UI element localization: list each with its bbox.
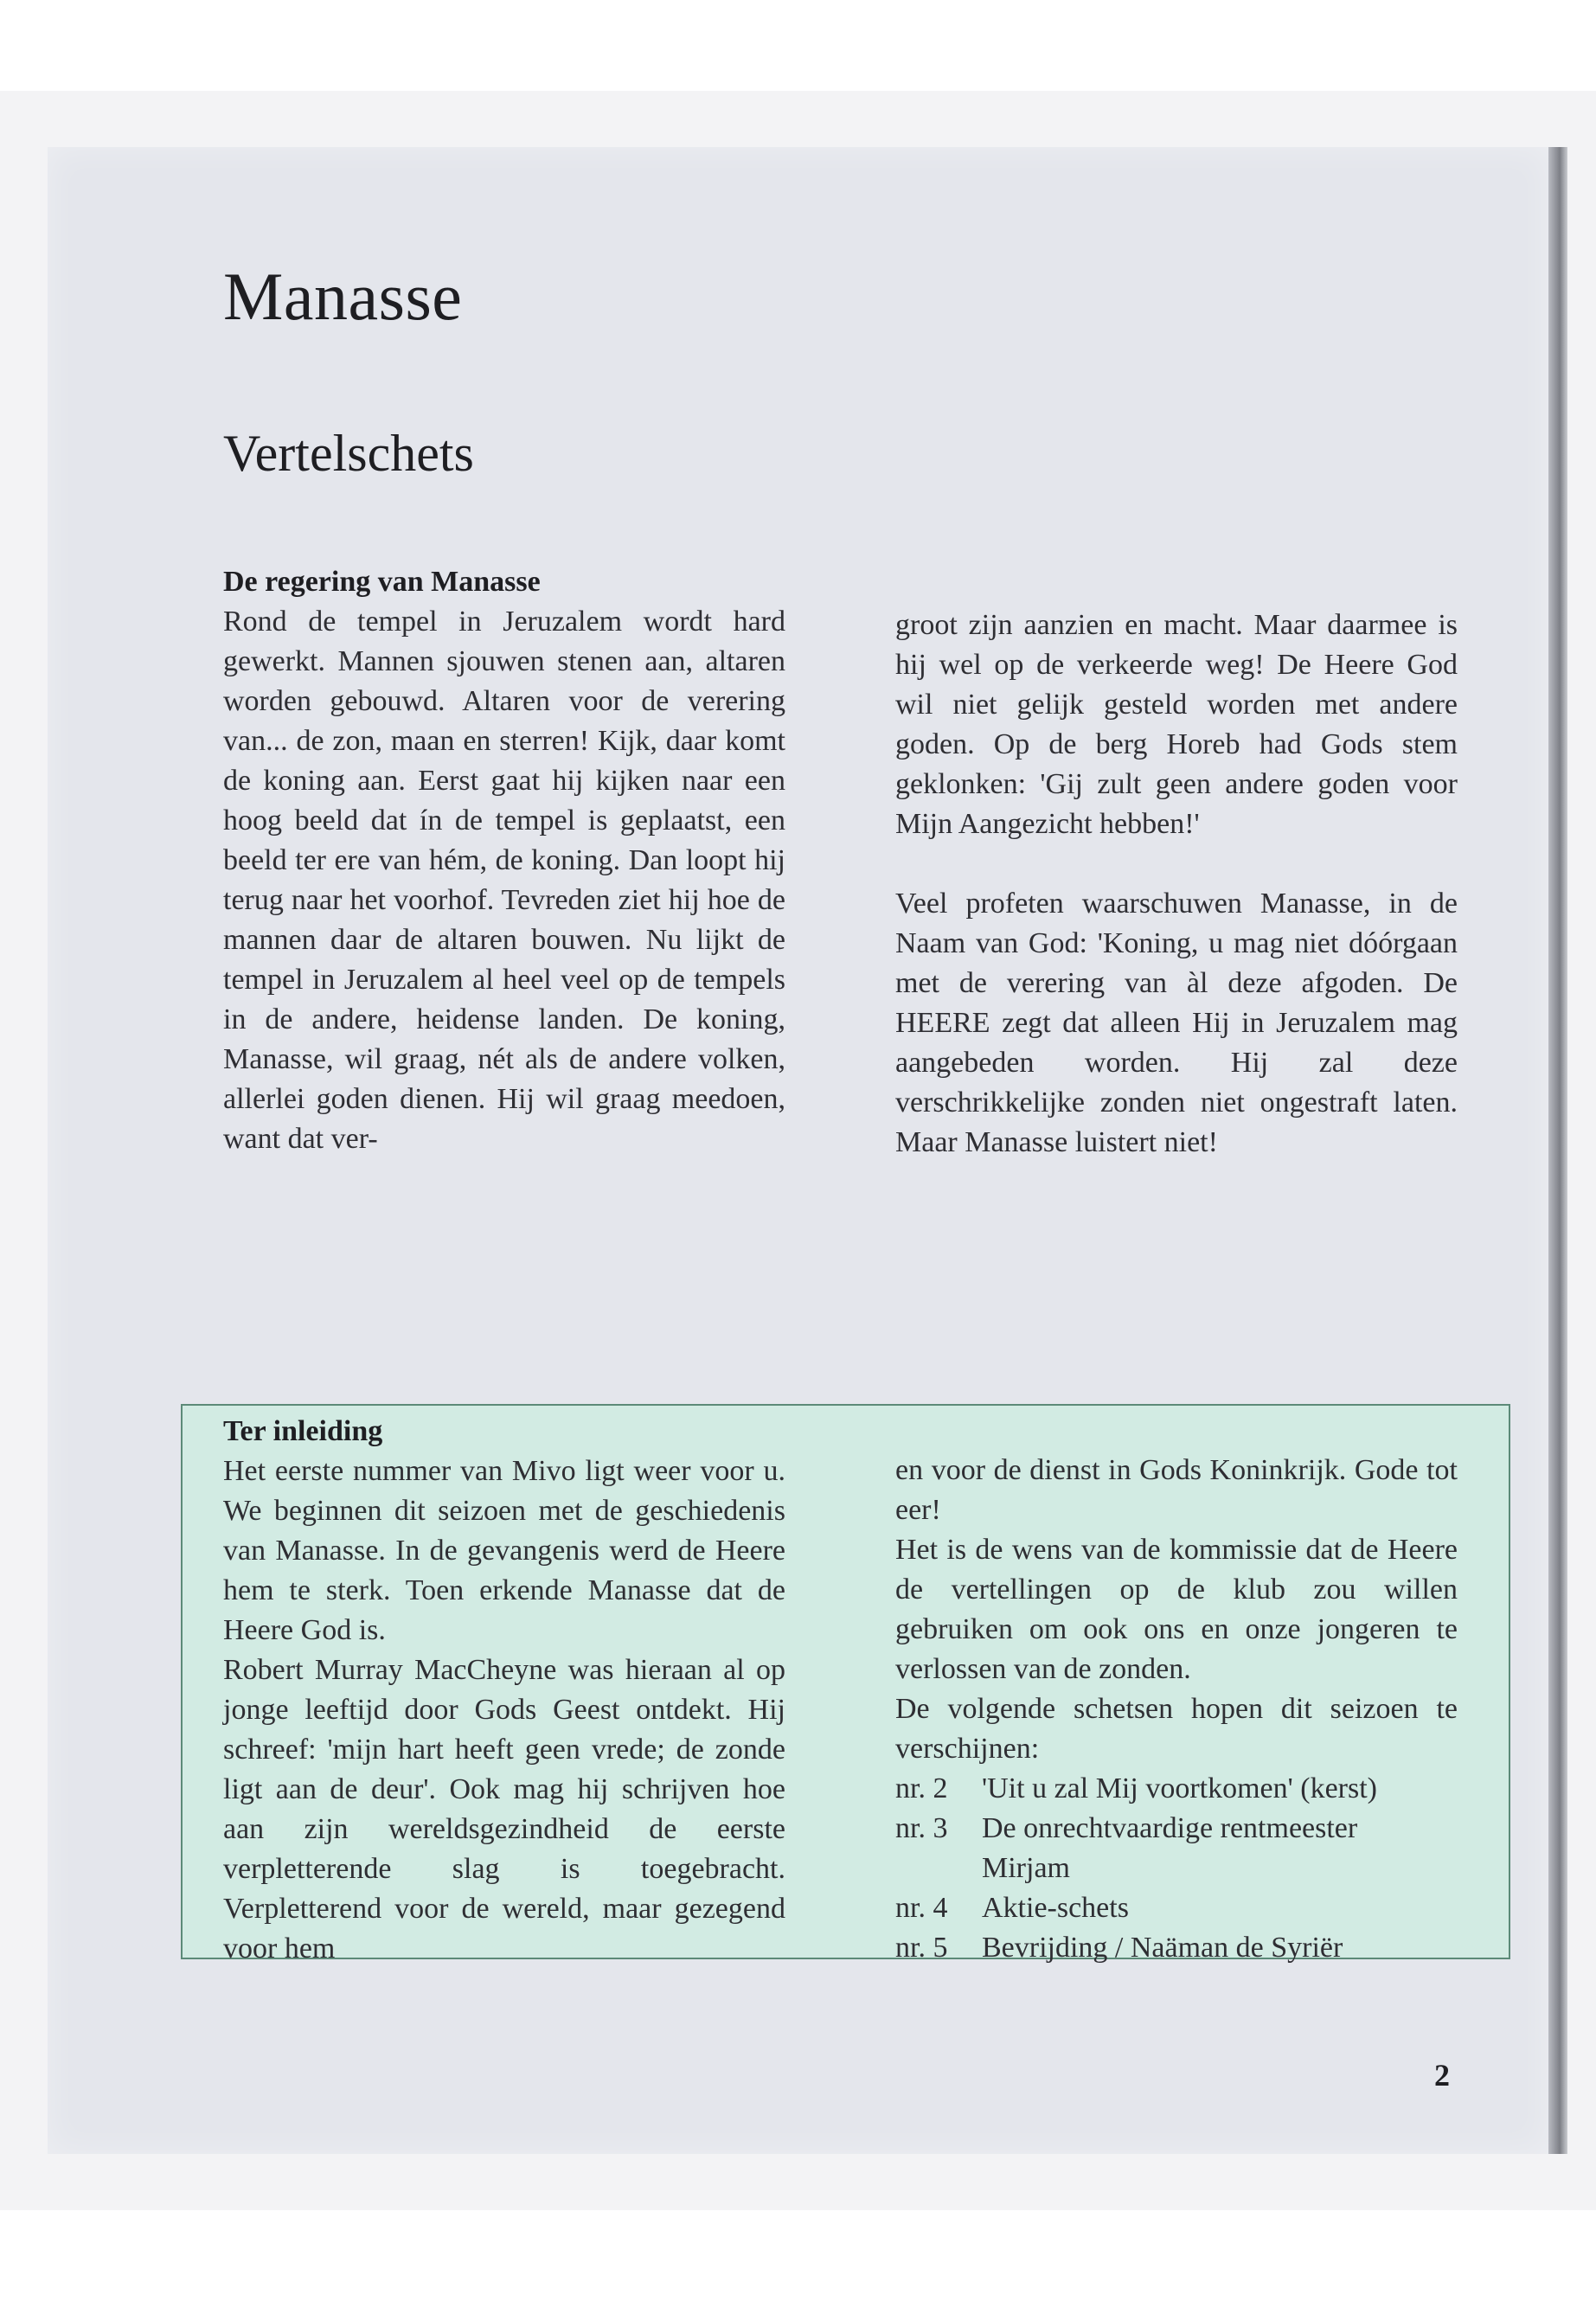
list-item bbox=[895, 1769, 1458, 1809]
list-item-continuation: Mirjam bbox=[982, 1852, 1070, 1884]
intro-paragraph: Het eerste nummer van Mivo ligt weer voor u. We beginnen dit seizoen met de geschiedenis van Manasse. In de gevangenis werd de Heere hem te sterk. Toen erkende Manasse dat de Heere God is. bbox=[223, 1455, 785, 1646]
list-item-number: nr. 4 bbox=[895, 1892, 948, 1924]
list-item bbox=[895, 1809, 1458, 1849]
list-item bbox=[895, 1928, 1458, 1968]
list-item-number: nr. 5 bbox=[895, 1932, 948, 1964]
story-column-left bbox=[223, 562, 785, 1159]
story-paragraph: Rond de tempel in Jeruzalem wordt hard gewerkt. Mannen sjouwen stenen aan, altaren worden gebouwd. Altaren voor de verering van... de zon, maan en sterren! Kijk, daar komt de koning aan. Eerst gaat hij kijken naar een hoog beeld dat ín de tempel is geplaatst, een beeld ter ere van hém, de koning. Dan loopt hij terug naar het voorhof. Tevreden ziet hij hoe de mannen daar de altaren bouwen. Nu lijkt de tempel in Jeruzalem al heel veel op de tempels in de andere, heidense landen. De koning, Manasse, wil graag, nét als de andere volken, allerlei goden dienen. Hij wil graag meedoen, want dat ver- bbox=[223, 606, 785, 1155]
list-item-text: De onrechtvaardige rentmeester bbox=[982, 1812, 1358, 1844]
page-edge-shadow bbox=[1548, 147, 1567, 2154]
list-item-number: nr. 3 bbox=[895, 1812, 948, 1844]
intro-paragraph: en voor de dienst in Gods Koninkrijk. Gode tot eer! bbox=[895, 1454, 1458, 1526]
page-subtitle: Vertelschets bbox=[223, 425, 474, 482]
page-title: Manasse bbox=[223, 259, 463, 334]
story-paragraph: Veel profeten waarschuwen Manasse, in de Naam van God: 'Koning, u mag niet dóórgaan met de verering van àl deze afgoden. De HEERE zegt dat alleen Hij in Jeruzalem mag aangebeden worden. Hij zal deze verschrikkelijke zonden niet ongestraft laten. Maar Manasse luistert niet! bbox=[895, 888, 1458, 1158]
intro-column-left bbox=[223, 1412, 785, 1969]
intro-paragraph: De volgende schetsen hopen dit seizoen te verschijnen: bbox=[895, 1693, 1458, 1765]
list-item-text: Aktie-schets bbox=[982, 1892, 1129, 1924]
list-item bbox=[895, 1888, 1458, 1928]
story-paragraph: groot zijn aanzien en macht. Maar daarmee is hij wel op de verkeerde weg! De Heere God wil niet gelijk gesteld worden met andere goden. Op de berg Horeb had Gods stem geklonken: 'Gij zult geen andere goden voor Mijn Aangezicht hebben!' bbox=[895, 609, 1458, 840]
list-item-text: Bevrijding / Naäman de Syriër bbox=[982, 1932, 1343, 1964]
story-heading: De regering van Manasse bbox=[223, 566, 541, 598]
intro-column-right bbox=[895, 1451, 1458, 1968]
intro-paragraph: Het is de wens van de kommissie dat de Heere de vertellingen op de klub zou willen gebruiken om ook ons en onze jongeren te verlossen van de zonden. bbox=[895, 1534, 1458, 1685]
intro-heading: Ter inleiding bbox=[223, 1415, 383, 1447]
page-number: 2 bbox=[1434, 2058, 1450, 2093]
list-item-number: nr. 2 bbox=[895, 1772, 948, 1804]
story-column-right bbox=[895, 606, 1458, 1163]
intro-paragraph: Robert Murray MacCheyne was hieraan al op jonge leeftijd door Gods Geest ontdekt. Hij schreef: 'mijn hart heeft geen vrede; de zonde ligt aan de deur'. Ook mag hij schrijven hoe aan zijn wereldsgezindheid de eerste verpletterende slag is toegebracht. Verpletterend voor de wereld, maar gezegend voor hem bbox=[223, 1654, 785, 1965]
list-item-text: 'Uit u zal Mij voortkomen' (kerst) bbox=[982, 1772, 1377, 1804]
